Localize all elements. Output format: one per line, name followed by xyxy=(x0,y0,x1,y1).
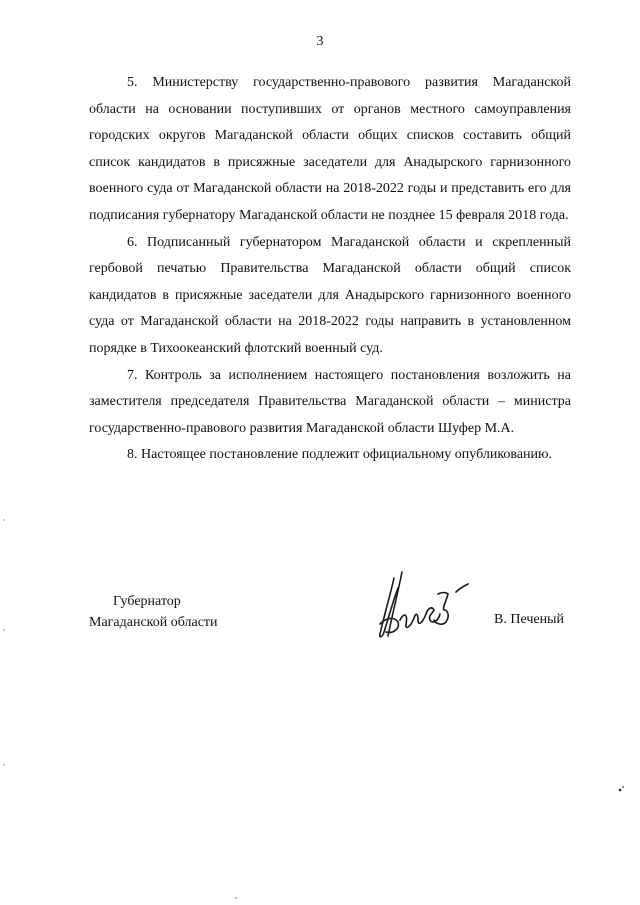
paragraph-7: 7. Контроль за исполнением настоящего постановления возложить на заместителя председателя Правительства Магаданской области – министра государственно-правового развития Магаданской области Шуфер М.А. xyxy=(89,367,571,436)
handwritten-signature xyxy=(372,568,482,644)
signer-title-line2: Магаданской области xyxy=(89,615,218,630)
signer-title-line1: Губернатор xyxy=(113,594,181,609)
paragraph-8: 8. Настоящее постановление подлежит официальному опубликованию. xyxy=(127,447,552,463)
document-body xyxy=(89,70,571,469)
paragraph-6: 6. Подписанный губернатором Магаданской области и скрепленный гербовой печатью Правительства Магаданской области общий список кандидатов в присяжные заседатели для Анадырского гарнизонного военного суда от Магаданской области на 2018-2022 годы направить в установленном порядке в Тихоокеанский флотский военный суд. xyxy=(89,234,571,356)
page-number: 3 xyxy=(316,34,324,49)
signer-name: В. Печеный xyxy=(494,612,564,627)
paragraph-5: 5. Министерству государственно-правового развития Магаданской области на основании поступивших от органов местного самоуправления городских округов Магаданской области общих списков составить общий список кандидатов в присяжные заседатели для Анадырского гарнизонного военного суда от Магаданской области на 2018-2022 годы и представить его для подписания губернатору Магаданской области не позднее 15 февраля 2018 года. xyxy=(89,75,571,223)
signer-title xyxy=(89,591,218,633)
